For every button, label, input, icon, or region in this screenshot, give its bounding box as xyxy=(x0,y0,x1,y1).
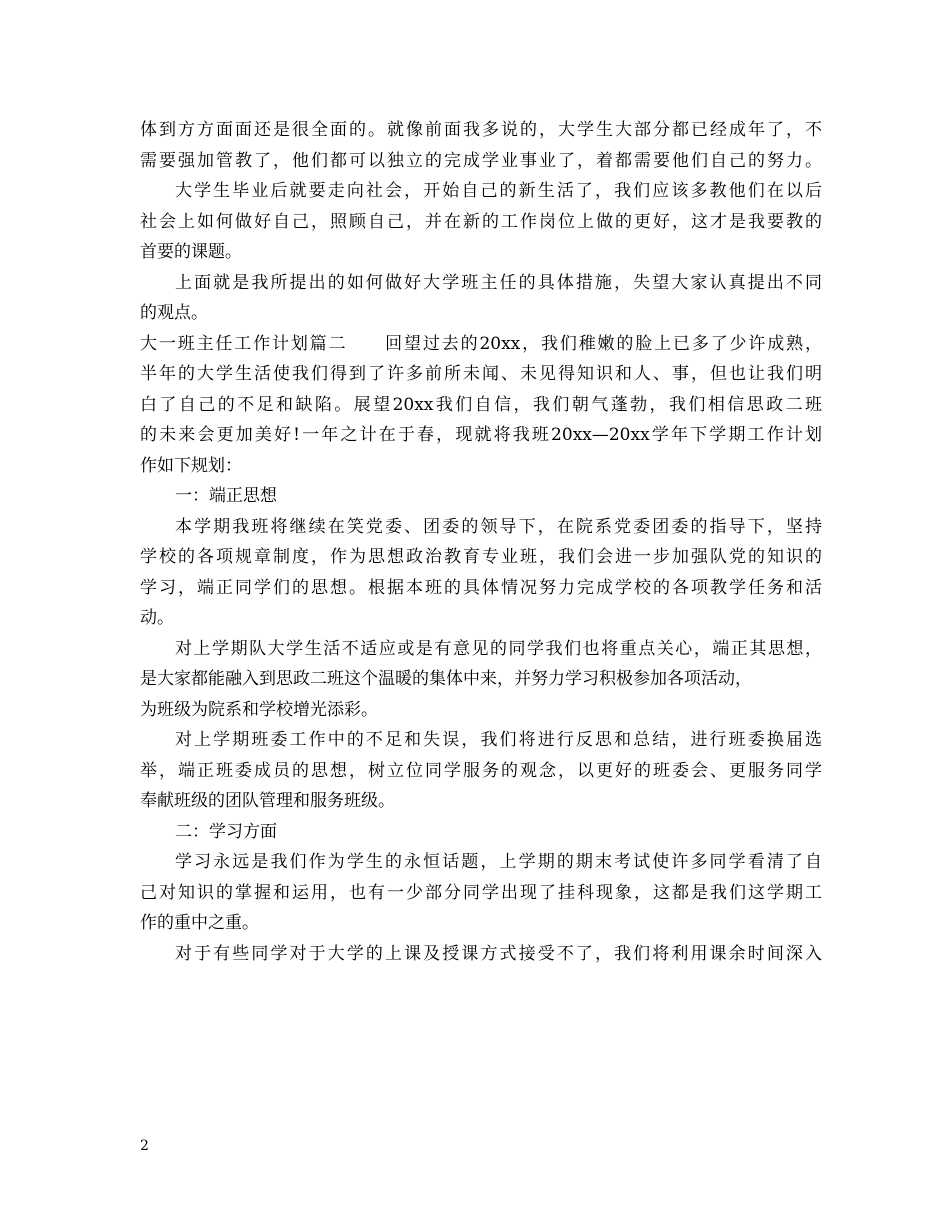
text-line: 半年的大学生活使我们得到了许多前所未闻、未见得知识和人、事，但也让我们明 xyxy=(140,364,822,384)
text-line: 动。 xyxy=(140,608,174,628)
text-line: 大一班主任工作计划篇二 回望过去的20xx，我们稚嫩的脸上已多了少许成熟， xyxy=(140,333,822,354)
text-line: 学习，端正同学们的思想。根据本班的具体情况努力完成学校的各项教学任务和活 xyxy=(140,577,822,598)
text-line: 为班级为院系和学校增光添彩。 xyxy=(140,699,378,720)
text-line: 作如下规划： xyxy=(140,455,242,476)
text-line: 学校的各项规章制度，作为思想政治教育专业班，我们会进一步加强队党的知识的 xyxy=(140,547,822,567)
text-line: 的观点。 xyxy=(140,303,208,323)
text-line: 上面就是我所提出的如何做好大学班主任的具体措施，失望大家认真提出不同 xyxy=(175,272,822,293)
text-line: 的未来会更加美好!一年之计在于春，现就将我班20xx—20xx学年下学期工作计划 xyxy=(140,425,822,445)
text-line: 白了自己的不足和缺陷。展望20xx我们自信，我们朝气蓬勃，我们相信思政二班 xyxy=(140,394,822,415)
text-line: 社会上如何做好自己，照顾自己，并在新的工作岗位上做的更好，这才是我要教的 xyxy=(140,211,822,232)
text-line: 对于有些同学对于大学的上课及授课方式接受不了，我们将利用课余时间深入 xyxy=(175,943,822,964)
text-line: 大学生毕业后就要走向社会，开始自己的新生活了，我们应该多教他们在以后 xyxy=(175,181,822,201)
text-line: 举，端正班委成员的思想，树立位同学服务的观念，以更好的班委会、更服务同学 xyxy=(140,760,822,781)
text-line: 对上学期班委工作中的不足和失误，我们将进行反思和总结，进行班委换届选 xyxy=(175,730,822,750)
text-line: 奉献班级的团队管理和服务班级。 xyxy=(140,791,395,811)
text-line: 己对知识的掌握和运用，也有一少部分同学出现了挂科现象，这都是我们这学期工 xyxy=(140,882,822,903)
body-text xyxy=(140,115,822,969)
text-line: 学习永远是我们作为学生的永恒话题，上学期的期末考试使许多同学看清了自 xyxy=(175,852,822,872)
text-line: 需要强加管教了，他们都可以独立的完成学业事业了，着都需要他们自己的努力。 xyxy=(140,150,822,171)
text-line: 对上学期队大学生活不适应或是有意见的同学我们也将重点关心，端正其思想， xyxy=(175,638,822,659)
text-line: 作的重中之重。 xyxy=(140,913,259,933)
page-number: 2 xyxy=(140,1138,149,1154)
text-line: 本学期我班将继续在笑党委、团委的领导下，在院系党委团委的指导下，坚持 xyxy=(175,516,822,537)
text-line: 体到方方面面还是很全面的。就像前面我多说的，大学生大部分都已经成年了，不 xyxy=(140,120,822,140)
text-line: 二：学习方面 xyxy=(175,821,277,842)
text-line: 首要的课题。 xyxy=(140,242,242,262)
text-line: 一：端正思想 xyxy=(175,486,277,506)
text-line: 是大家都能融入到思政二班这个温暖的集体中来，并努力学习积极参加各项活动， xyxy=(140,669,752,689)
